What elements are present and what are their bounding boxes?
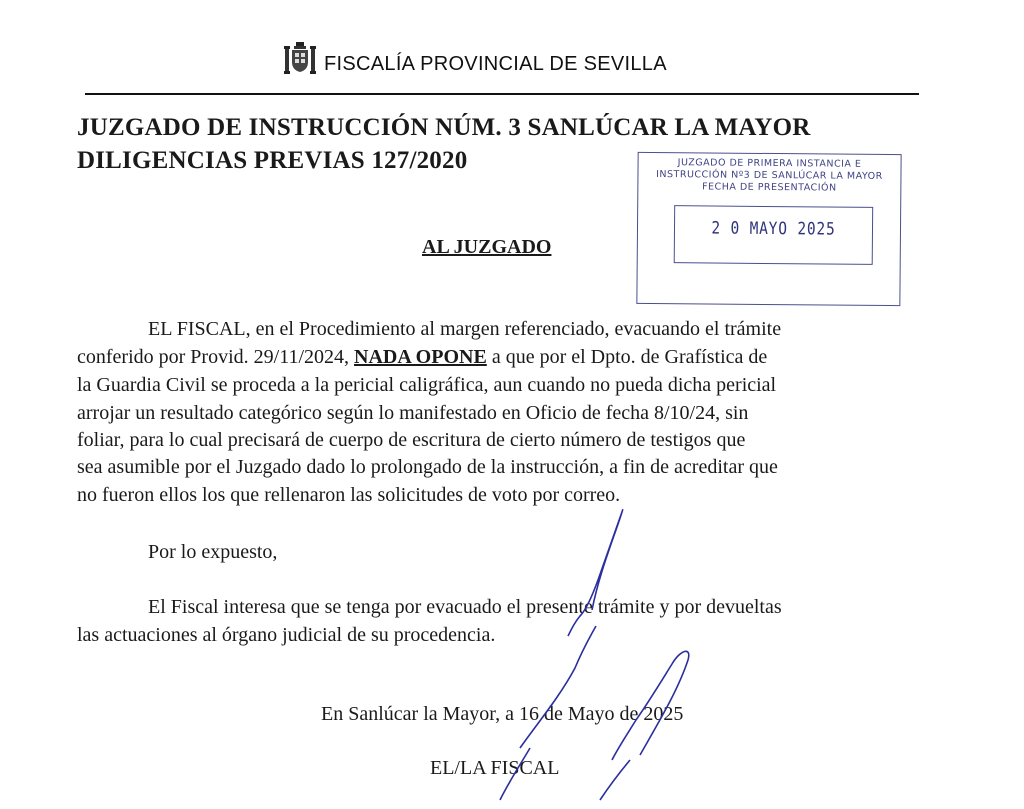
filing-stamp xyxy=(636,152,901,306)
body-line: foliar, para lo cual precisará de cuerpo de escritura de cierto número de testigos que xyxy=(77,429,746,451)
stamp-line-1: JUZGADO DE PRIMERA INSTANCIA E xyxy=(677,157,862,170)
addressee: AL JUZGADO xyxy=(422,236,552,258)
body-line: no fueron ellos los que rellenaron las solicitudes de voto por correo. xyxy=(77,484,621,506)
stamp-date-box xyxy=(674,205,873,265)
nada-opone-emphasis: NADA OPONE xyxy=(354,346,487,368)
body-line xyxy=(77,346,767,369)
body-line: la Guardia Civil se proceda a la pericial caligráfica, aun cuando no pueda dicha pericial xyxy=(77,374,777,396)
stamp-line-2: INSTRUCCIÓN Nº3 DE SANLÚCAR LA MAYOR xyxy=(656,169,883,182)
letterhead xyxy=(282,40,667,76)
stamp-date: 2 0 MAYO 2025 xyxy=(711,218,836,240)
body-line: arrojar un resultado categórico según lo manifestado en Oficio de fecha 8/10/24, sin xyxy=(77,402,749,424)
body-line: EL FISCAL, en el Procedimiento al margen referenciado, evacuando el trámite xyxy=(148,318,782,340)
closing-phrase: Por lo expuesto, xyxy=(148,541,278,563)
stamp-line-3: FECHA DE PRESENTACIÓN xyxy=(702,181,837,194)
body-line: sea asumible por el Juzgado dado lo prolongado de la instrucción, a fin de acreditar que xyxy=(77,456,778,478)
body-line: las actuaciones al órgano judicial de su procedencia. xyxy=(77,624,496,646)
header-rule xyxy=(85,93,919,95)
signatory: EL/LA FISCAL xyxy=(430,757,560,779)
court-title: JUZGADO DE INSTRUCCIÓN NÚM. 3 SANLÚCAR LA MAYOR xyxy=(77,114,811,141)
body-line: El Fiscal interesa que se tenga por evacuado el presente trámite y por devueltas xyxy=(148,596,782,618)
coat-of-arms-icon xyxy=(282,40,318,76)
body-text: conferido por Provid. 29/11/2024, xyxy=(77,346,355,368)
place-date: En Sanlúcar la Mayor, a 16 de Mayo de 2025 xyxy=(321,703,684,725)
case-reference: DILIGENCIAS PREVIAS 127/2020 xyxy=(77,147,468,174)
institution-name: FISCALÍA PROVINCIAL DE SEVILLA xyxy=(324,53,667,75)
body-text: a que por el Dpto. de Grafística de xyxy=(486,346,768,368)
